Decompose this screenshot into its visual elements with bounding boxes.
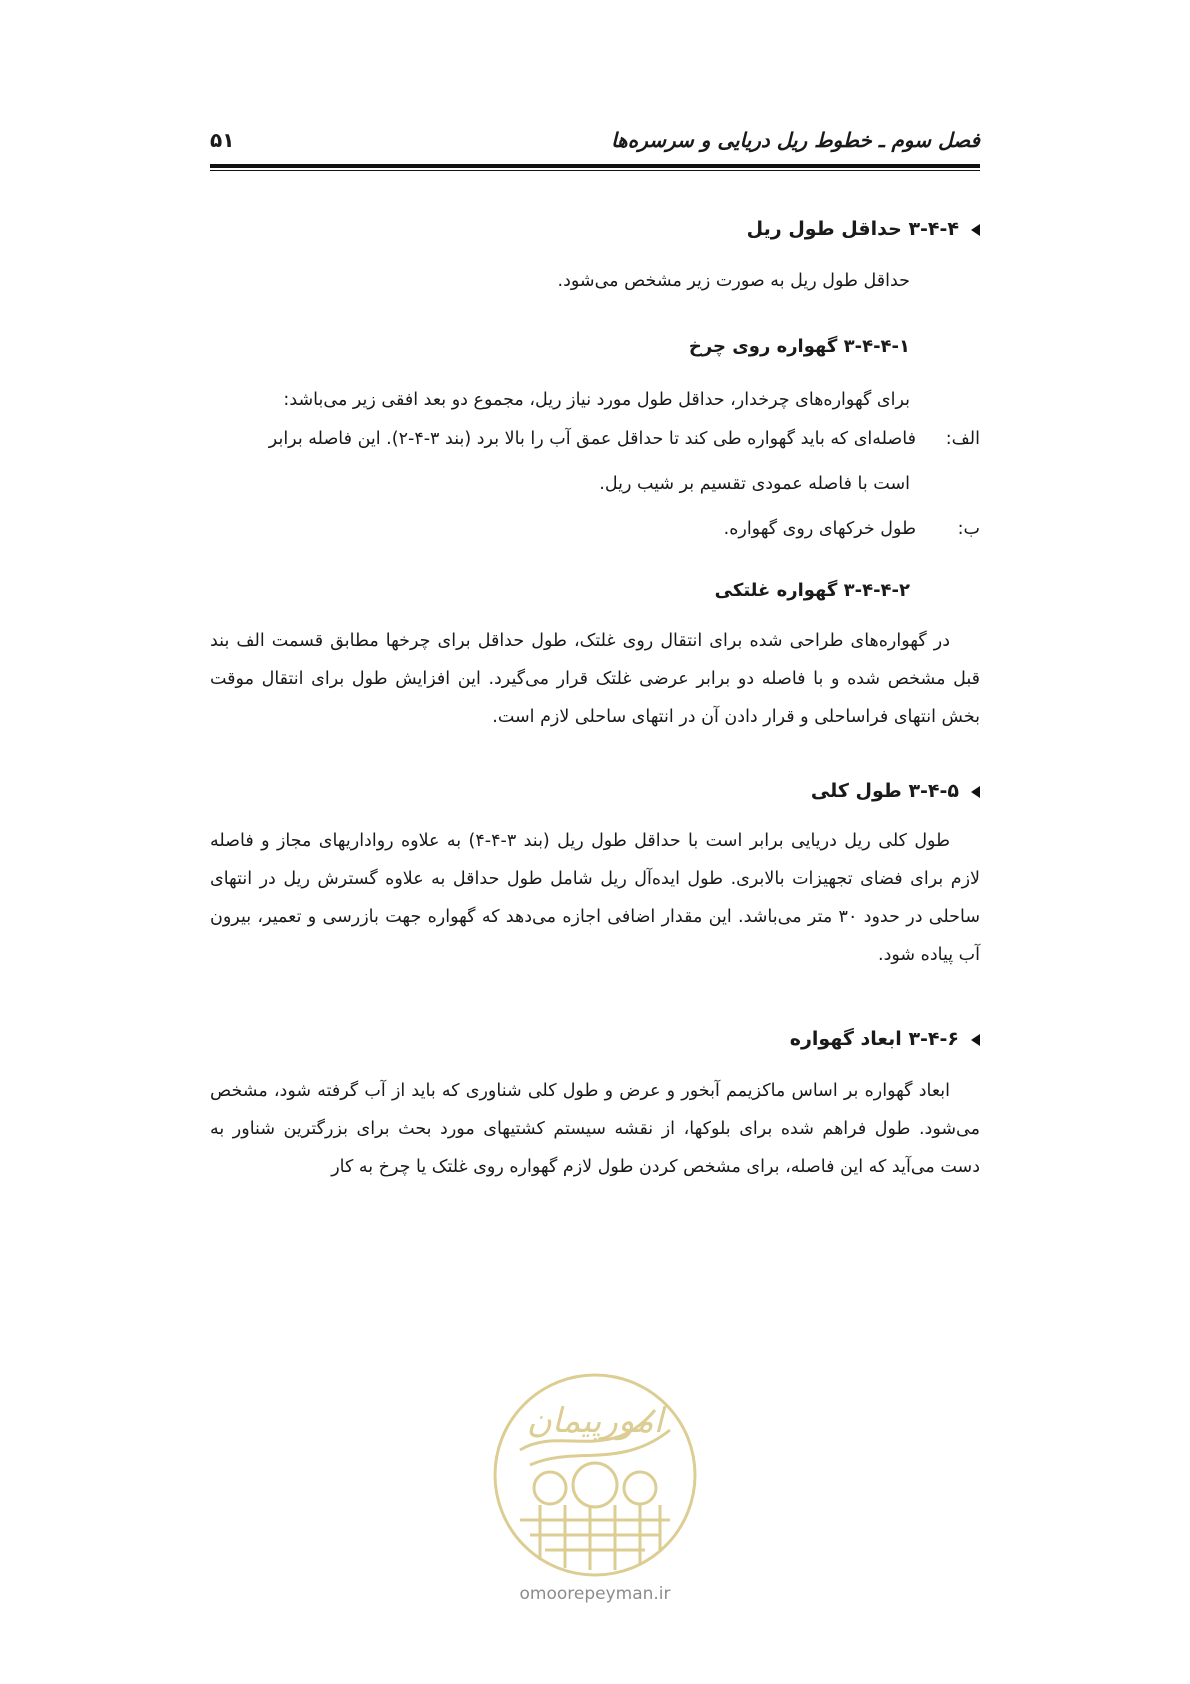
list-item-b xyxy=(210,510,980,548)
chapter-title: فصل سوم ـ خطوط ریل دریایی و سرسره‌ها xyxy=(611,128,980,152)
header-rule-thick xyxy=(210,164,980,168)
list-text-a-line1: فاصله‌ای که باید گهواره طی کند تا حداقل عمق آب را بالا برد (بند ۳-۴-۲). این فاصله برابر xyxy=(268,429,916,449)
list-item-a xyxy=(210,420,980,458)
page-number: ۵۱ xyxy=(210,128,235,152)
heading-3-4-4-1: ۳-۴-۴-۱ گهواره روی چرخ xyxy=(688,336,910,357)
heading-text: ۳-۴-۵ طول کلی xyxy=(810,780,959,802)
watermark-logo-icon xyxy=(490,1370,700,1580)
heading-3-4-5 xyxy=(210,780,980,802)
paragraph-3-4-4-1: برای گهواره‌های چرخدار، حداقل طول مورد نیاز ریل، مجموع دو بعد افقی زیر می‌باشد: xyxy=(283,390,910,410)
heading-text: ۳-۴-۴ حداقل طول ریل xyxy=(746,218,959,240)
list-item-a-continued: است با فاصله عمودی تقسیم بر شیب ریل. xyxy=(599,474,910,494)
paragraph-3-4-6: ابعاد گهواره بر اساس ماکزیمم آبخور و عرض و طول کلی شناوری که باید از آب گرفته شود، مشخص می‌شود. طول فراهم شده برای بلوکها، از نقشه سیستم کشتیهای مورد بحث برای بزرگترین شناور به دست می‌آید که این فاصله، برای مشخص کردن طول لازم گهواره روی غلتک یا چرخ به کار xyxy=(210,1081,980,1177)
paragraph-3-4-4: حداقل طول ریل به صورت زیر مشخص می‌شود. xyxy=(557,271,910,291)
watermark-site: omoorepeyman.ir xyxy=(519,1584,671,1604)
paragraph-3-4-4-2: در گهواره‌های طراحی شده برای انتقال روی غلتک، طول حداقل برای چرخها مطابق قسمت الف بند قبل مشخص شده و با فاصله دو برابر عرضی غلتک قرار می‌گیرد. این افزایش طول برای انتقال موقت بخش انتهای فراساحلی و قرار دادن آن در انتهای ساحلی لازم است. xyxy=(210,631,980,727)
bullet-triangle-icon xyxy=(971,1034,980,1046)
list-text-b: طول خرکهای روی گهواره. xyxy=(723,519,916,539)
heading-3-4-4-2: ۳-۴-۴-۲ گهواره غلتکی xyxy=(714,580,910,601)
list-label-a: الف: xyxy=(945,429,980,449)
header-rule-thin xyxy=(210,170,980,171)
running-header xyxy=(210,128,980,158)
list-label-b: ب: xyxy=(957,519,980,539)
paragraph-3-4-5: طول کلی ریل دریایی برابر است با حداقل طول ریل (بند ۳-۴-۴) به علاوه رواداریهای مجاز و فاصله لازم برای فضای تجهیزات بالابری. طول ایده‌آل ریل شامل طول حداقل به علاوه گسترش ریل در انتهای ساحلی در حدود ۳۰ متر می‌باشد. این مقدار اضافی اجازه می‌دهد که گهواره جهت بازرسی و تعمیر، بیرون آب پیاده شود. xyxy=(210,831,980,965)
bullet-triangle-icon xyxy=(971,224,980,236)
bullet-triangle-icon xyxy=(971,786,980,798)
heading-3-4-4 xyxy=(210,218,980,240)
svg-text:امورپیمان: امورپیمان xyxy=(526,1401,664,1441)
heading-text: ۳-۴-۶ ابعاد گهواره xyxy=(789,1028,959,1050)
heading-3-4-6 xyxy=(210,1028,980,1050)
